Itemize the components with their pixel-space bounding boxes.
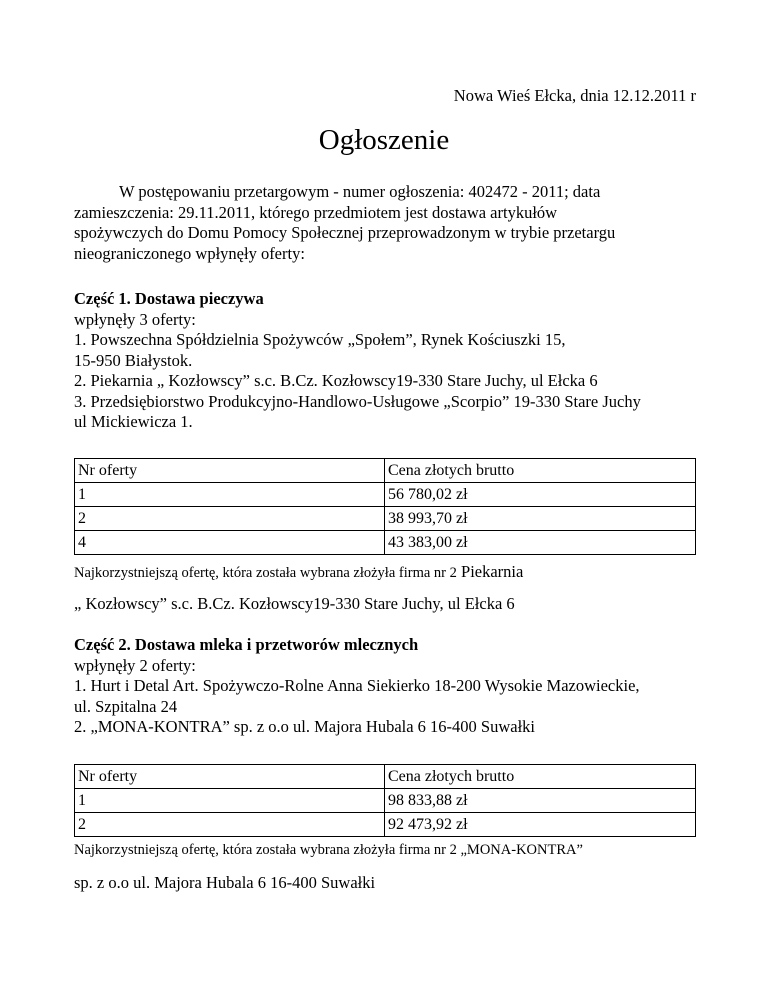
offer-number-cell: 2 bbox=[75, 507, 385, 531]
header-price: Cena złotych brutto bbox=[385, 459, 696, 483]
price-cell: 92 473,92 zł bbox=[385, 813, 696, 837]
part1-winner-line bbox=[74, 562, 523, 582]
intro-paragraph bbox=[74, 182, 704, 264]
part1-winner-continuation: „ Kozłowscy” s.c. B.Cz. Kozłowscy19-330 Stare Juchy, ul Ełcka 6 bbox=[74, 594, 515, 613]
table-row bbox=[75, 813, 696, 837]
intro-line: spożywczych do Domu Pomocy Społecznej przeprowadzonym w trybie przetargu bbox=[74, 223, 616, 242]
offer-number-cell: 1 bbox=[75, 483, 385, 507]
part1-offer-line: 15-950 Białystok. bbox=[74, 350, 193, 370]
part1-offer-line: 3. Przedsiębiorstwo Produkcyjno-Handlowo-Usługowe „Scorpio” 19-330 Stare Juchy bbox=[74, 391, 641, 411]
part1-offer-line: 1. Powszechna Spółdzielnia Spożywców „Społem”, Rynek Kościuszki 15, bbox=[74, 330, 566, 349]
part1-offers-table bbox=[74, 458, 696, 555]
part2-winner-continuation: sp. z o.o ul. Majora Hubala 6 16-400 Suwałki bbox=[74, 873, 376, 892]
table-row bbox=[75, 483, 696, 507]
intro-line: zamieszczenia: 29.11.2011, którego przedmiotem jest dostawa artykułów bbox=[74, 202, 558, 222]
part1-offer-line: 2. Piekarnia „ Kozłowscy” s.c. B.Cz. Kozłowscy19-330 Stare Juchy, ul Ełcka 6 bbox=[74, 371, 598, 390]
part2-offer-count: wpłynęły 2 oferty: bbox=[74, 655, 196, 675]
part1-winner-name: Piekarnia bbox=[456, 562, 524, 581]
part2-offers-table bbox=[74, 764, 696, 837]
part2-offer-line: ul. Szpitalna 24 bbox=[74, 696, 178, 716]
offer-number-cell: 4 bbox=[75, 531, 385, 555]
table-row bbox=[75, 531, 696, 555]
part2-offer-line: 2. „MONA-KONTRA” sp. z o.o ul. Majora Hubala 6 16-400 Suwałki bbox=[74, 717, 536, 736]
part2-winner-line: Najkorzystniejszą ofertę, która została wybrana złożyła firma nr 2 „MONA-KONTRA” bbox=[74, 842, 583, 858]
price-cell: 56 780,02 zł bbox=[385, 483, 696, 507]
intro-line: W postępowaniu przetargowym - numer ogłoszenia: 402472 - 2011; data bbox=[119, 182, 601, 201]
part1-offer-line: ul Mickiewicza 1. bbox=[74, 412, 193, 431]
table-header-row bbox=[75, 459, 696, 483]
part1-winner-text: Najkorzystniejszą ofertę, która została wybrana złożyła firma nr 2 bbox=[74, 565, 457, 581]
offer-number-cell: 2 bbox=[75, 813, 385, 837]
document-title: Ogłoszenie bbox=[318, 124, 450, 156]
header-offer-number: Nr oferty bbox=[75, 765, 385, 789]
table-row bbox=[75, 789, 696, 813]
table-row bbox=[75, 507, 696, 531]
part1-heading: Część 1. Dostawa pieczywa bbox=[74, 289, 264, 308]
header-price: Cena złotych brutto bbox=[385, 765, 696, 789]
part2-heading: Część 2. Dostawa mleka i przetworów mlecznych bbox=[74, 635, 419, 654]
part2-offer-line: 1. Hurt i Detal Art. Spożywczo-Rolne Anna Siekierko 18-200 Wysokie Mazowieckie, bbox=[74, 676, 640, 695]
header-offer-number: Nr oferty bbox=[75, 459, 385, 483]
intro-line: nieograniczonego wpłynęły oferty: bbox=[74, 243, 305, 263]
part2-section bbox=[74, 635, 704, 738]
part1-offer-count: wpłynęły 3 oferty: bbox=[74, 309, 196, 329]
offer-number-cell: 1 bbox=[75, 789, 385, 813]
price-cell: 98 833,88 zł bbox=[385, 789, 696, 813]
price-cell: 38 993,70 zł bbox=[385, 507, 696, 531]
date-line: Nowa Wieś Ełcka, dnia 12.12.2011 r bbox=[453, 86, 696, 105]
part1-section bbox=[74, 289, 704, 433]
price-cell: 43 383,00 zł bbox=[385, 531, 696, 555]
table-header-row bbox=[75, 765, 696, 789]
